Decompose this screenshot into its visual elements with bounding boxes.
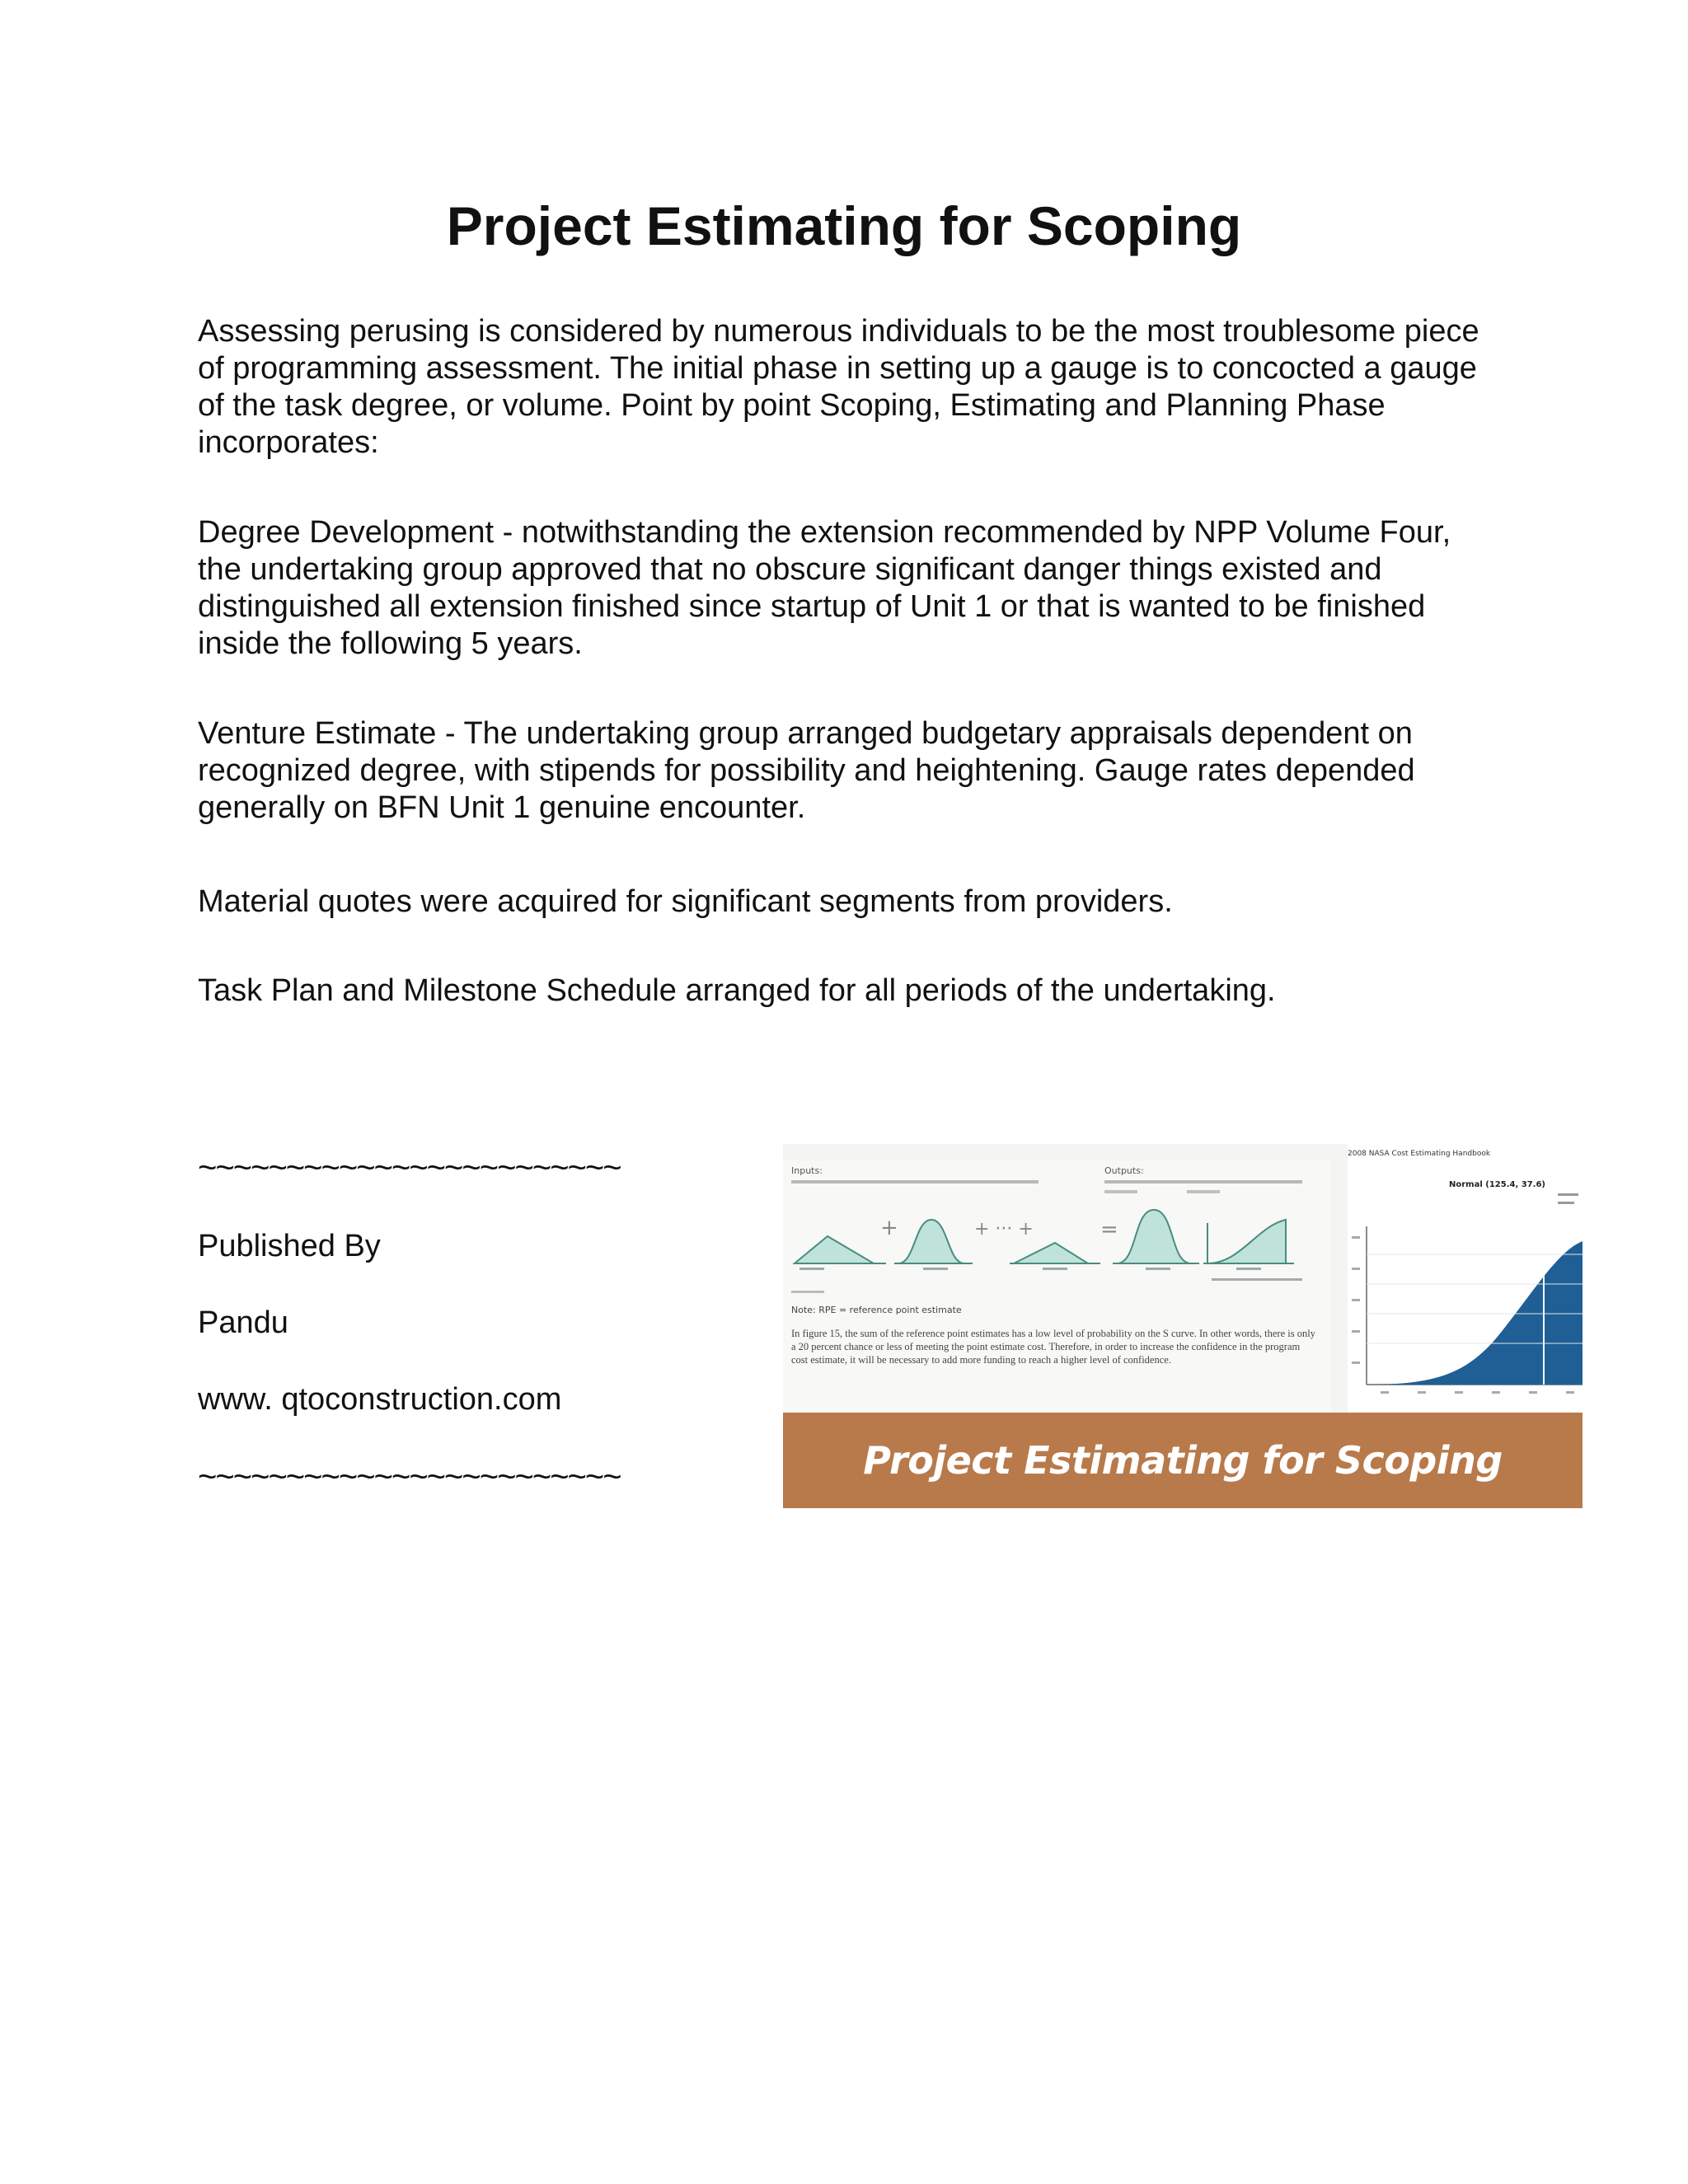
task-plan-paragraph: Task Plan and Milestone Schedule arranged for all periods of the undertaking. [198,973,1276,1008]
author-name: Pandu [198,1305,288,1340]
material-quotes-paragraph: Material quotes were acquired for significant segments from providers. [198,884,1173,919]
outputs-label: Outputs: [1104,1165,1144,1176]
website-link[interactable]: www. qtoconstruction.com [198,1382,562,1417]
svg-text:=: = [1100,1217,1118,1242]
published-by-label: Published By [198,1229,381,1263]
divider-bottom: ~~~~~~~~~~~~~~~~~~~~~~~~ [198,1459,621,1495]
handbook-label: 2008 NASA Cost Estimating Handbook [1348,1150,1491,1158]
thumbnail-illustration [783,1144,1582,1413]
inputs-label: Inputs: [791,1165,823,1176]
svg-text:+ ··· +: + ··· + [974,1219,1034,1240]
svg-text:+: + [880,1216,898,1240]
article-thumbnail [783,1144,1582,1508]
venture-estimate-paragraph: Venture Estimate - The undertaking group arranged budgetary appraisals dependent on recognized degree, with stipends for possibility and heightening. Gauge rates depended generally on BFN Unit 1 genuine encounter. [198,716,1415,825]
degree-development-paragraph: Degree Development - notwithstanding the extension recommended by NPP Volume Four, the undertaking group approved that no obscure significant danger things existed and distinguished all extension finished since startup of Unit 1 or that is wanted to be finished inside the following 5 years. [198,515,1451,661]
intro-paragraph: Assessing perusing is considered by numerous individuals to be the most troublesome piece of programming assessment. The initial phase in setting up a gauge is to concocted a gauge of the task degree, or volume. Point by point Scoping, Estimating and Planning Phase incorporates: [198,314,1479,460]
thumbnail-banner-text: Project Estimating for Scoping [863,1438,1503,1483]
divider-top: ~~~~~~~~~~~~~~~~~~~~~~~~ [198,1150,621,1186]
note-label: Note: RPE = reference point estimate [791,1305,962,1315]
page-title: Project Estimating for Scoping [446,195,1242,256]
normal-label: Normal (125.4, 37.6) [1449,1180,1545,1189]
thumbnail-caption: In figure 15, the sum of the reference point estimates has a low level of probability on the S curve. In other words, there is only a 20 percent chance or less of meeting the point estimate cost. Therefore, in order to increase the confidence in the program cost estimate, it will be necessary to add more funding to reach a higher level of confidence. [791,1328,1315,1366]
thumbnail-banner [783,1413,1582,1508]
